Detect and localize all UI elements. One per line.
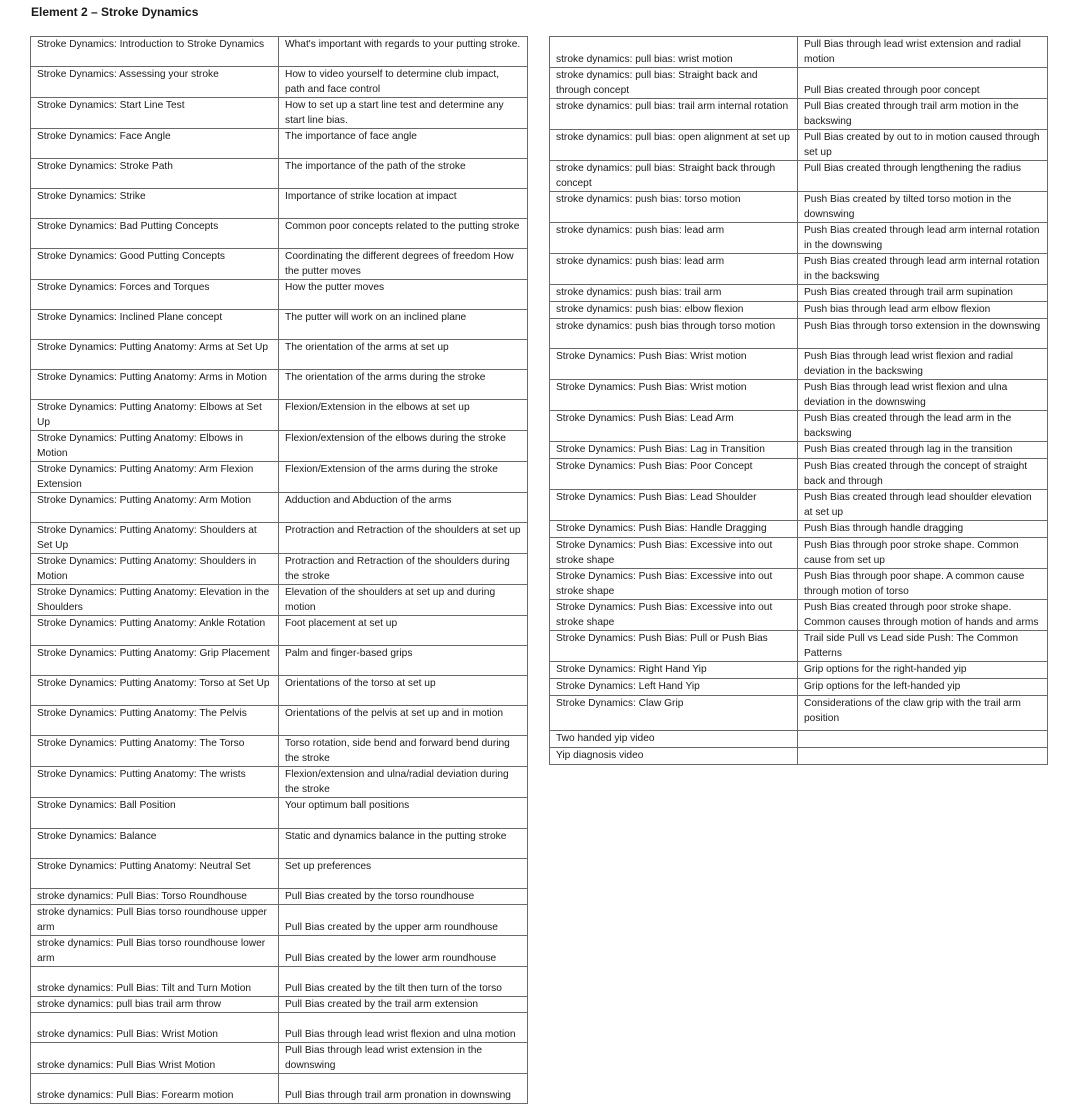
table-row [550,130,1048,161]
table-row [31,1074,528,1104]
table-row [550,411,1048,442]
description-cell: Push Bias created through trail arm supination [798,285,1048,302]
description-cell: Flexion/Extension of the arms during the stroke [279,462,528,493]
topic-cell: stroke dynamics: pull bias: Straight back and through concept [550,68,798,99]
table-row [31,129,528,159]
topic-cell: Stroke Dynamics: Putting Anatomy: Shoulders at Set Up [31,523,279,554]
topic-cell: Stroke Dynamics: Forces and Torques [31,280,279,310]
topic-cell: Stroke Dynamics: Face Angle [31,129,279,159]
description-cell: The orientation of the arms at set up [279,340,528,370]
description-cell: Push Bias created by tilted torso motion in the downswing [798,192,1048,223]
topic-cell: stroke dynamics: push bias: lead arm [550,254,798,285]
table-row [550,37,1048,68]
topic-cell: Stroke Dynamics: Putting Anatomy: Neutral Set [31,859,279,889]
table-row [31,249,528,280]
table-row [31,400,528,431]
topic-cell: Stroke Dynamics: Push Bias: Excessive into out stroke shape [550,538,798,569]
topic-cell: Stroke Dynamics: Putting Anatomy: The Pelvis [31,706,279,736]
topic-cell: Stroke Dynamics: Putting Anatomy: Elevation in the Shoulders [31,585,279,616]
description-cell: Push Bias created through lead shoulder elevation at set up [798,490,1048,521]
description-cell: Adduction and Abduction of the arms [279,493,528,523]
table-row [31,554,528,585]
topic-cell: Stroke Dynamics: Strike [31,189,279,219]
description-cell: Elevation of the shoulders at set up and during motion [279,585,528,616]
description-cell: Importance of strike location at impact [279,189,528,219]
table-row [31,340,528,370]
table-row [550,380,1048,411]
topic-cell: stroke dynamics: push bias: lead arm [550,223,798,254]
table-row [31,585,528,616]
topic-cell: Stroke Dynamics: Balance [31,829,279,859]
page-title: Element 2 – Stroke Dynamics [31,5,199,19]
topic-cell: Stroke Dynamics: Putting Anatomy: Elbows at Set Up [31,400,279,431]
table-row [31,736,528,767]
table-row [31,706,528,736]
description-cell: The importance of face angle [279,129,528,159]
topic-cell: Stroke Dynamics: Inclined Plane concept [31,310,279,340]
table-row [550,99,1048,130]
topic-cell: stroke dynamics: push bias through torso motion [550,319,798,349]
table-row [550,254,1048,285]
description-cell [798,748,1048,765]
table-row [550,538,1048,569]
topic-cell: Stroke Dynamics: Push Bias: Handle Dragging [550,521,798,538]
description-cell: Palm and finger-based grips [279,646,528,676]
topic-cell: Stroke Dynamics: Push Bias: Wrist motion [550,380,798,411]
description-cell: Push Bias created through lag in the transition [798,442,1048,459]
left-table-body [31,37,528,1104]
topic-cell: Two handed yip video [550,731,798,748]
description-cell: Your optimum ball positions [279,798,528,829]
topic-cell: Stroke Dynamics: Putting Anatomy: Shoulders in Motion [31,554,279,585]
table-row [550,600,1048,631]
description-cell: Protraction and Retraction of the shoulders at set up [279,523,528,554]
description-cell: Pull Bias created by the upper arm roundhouse [279,905,528,936]
description-cell: Coordinating the different degrees of freedom How the putter moves [279,249,528,280]
description-cell: Push Bias through poor shape. A common cause through motion of torso [798,569,1048,600]
table-row [550,631,1048,662]
table-row [550,731,1048,748]
description-cell: What's important with regards to your putting stroke. [279,37,528,67]
topic-cell: stroke dynamics: push bias: torso motion [550,192,798,223]
topic-cell: Stroke Dynamics: Stroke Path [31,159,279,189]
description-cell: Push Bias created through the concept of straight back and through [798,459,1048,490]
table-row [31,798,528,829]
topic-cell: Stroke Dynamics: Claw Grip [550,696,798,731]
description-cell: Pull Bias created through lengthening the radius [798,161,1048,192]
table-row [550,490,1048,521]
table-row [31,37,528,67]
description-cell: Push Bias created through lead arm internal rotation in the backswing [798,254,1048,285]
table-row [31,523,528,554]
description-cell: Push Bias through poor stroke shape. Common cause from set up [798,538,1048,569]
description-cell: Trail side Pull vs Lead side Push: The Common Patterns [798,631,1048,662]
description-cell: Push Bias through handle dragging [798,521,1048,538]
description-cell: Flexion/Extension in the elbows at set up [279,400,528,431]
topic-cell: stroke dynamics: Pull Bias: Tilt and Turn Motion [31,967,279,997]
topic-cell: stroke dynamics: pull bias: wrist motion [550,37,798,68]
description-cell: Push Bias created through the lead arm in the backswing [798,411,1048,442]
description-cell: Common poor concepts related to the putting stroke [279,219,528,249]
table-row [550,679,1048,696]
description-cell: Pull Bias through trail arm pronation in downswing [279,1074,528,1104]
table-row [550,192,1048,223]
description-cell: Pull Bias created through poor concept [798,68,1048,99]
table-row [31,219,528,249]
topic-cell: Stroke Dynamics: Left Hand Yip [550,679,798,696]
description-cell: Pull Bias created through trail arm motion in the backswing [798,99,1048,130]
topic-cell: stroke dynamics: push bias: elbow flexion [550,302,798,319]
description-cell: Grip options for the left-handed yip [798,679,1048,696]
topic-cell: Stroke Dynamics: Putting Anatomy: Ankle Rotation [31,616,279,646]
topic-cell: Stroke Dynamics: Push Bias: Poor Concept [550,459,798,490]
table-row [31,310,528,340]
topic-cell: Stroke Dynamics: Introduction to Stroke Dynamics [31,37,279,67]
description-cell: The importance of the path of the stroke [279,159,528,189]
topic-cell: Stroke Dynamics: Bad Putting Concepts [31,219,279,249]
right-topic-table [549,36,1048,765]
topic-cell: Stroke Dynamics: Push Bias: Lead Shoulder [550,490,798,521]
description-cell: Push Bias through lead wrist flexion and radial deviation in the backswing [798,349,1048,380]
topic-cell: Stroke Dynamics: Assessing your stroke [31,67,279,98]
description-cell: The orientation of the arms during the stroke [279,370,528,400]
topic-cell: stroke dynamics: pull bias: trail arm internal rotation [550,99,798,130]
table-row [550,161,1048,192]
description-cell: The putter will work on an inclined plane [279,310,528,340]
topic-cell: Stroke Dynamics: Push Bias: Wrist motion [550,349,798,380]
topic-cell: Stroke Dynamics: Putting Anatomy: Arms at Set Up [31,340,279,370]
description-cell: Push Bias through torso extension in the downswing [798,319,1048,349]
description-cell: Orientations of the pelvis at set up and in motion [279,706,528,736]
table-row [550,459,1048,490]
description-cell: Push Bias through lead wrist flexion and ulna deviation in the downswing [798,380,1048,411]
left-topic-table [30,36,528,1104]
table-row [31,159,528,189]
topic-cell: stroke dynamics: Pull Bias torso roundhouse lower arm [31,936,279,967]
table-row [550,285,1048,302]
description-cell: How the putter moves [279,280,528,310]
description-cell: Considerations of the claw grip with the trail arm position [798,696,1048,731]
table-row [31,616,528,646]
description-cell: Pull Bias created by out to in motion caused through set up [798,130,1048,161]
topic-cell: stroke dynamics: push bias: trail arm [550,285,798,302]
table-row [550,349,1048,380]
table-row [31,67,528,98]
topic-cell: stroke dynamics: Pull Bias torso roundhouse upper arm [31,905,279,936]
table-row [31,997,528,1013]
table-row [550,662,1048,679]
table-row [550,68,1048,99]
topic-cell: Stroke Dynamics: Putting Anatomy: Torso at Set Up [31,676,279,706]
topic-cell: Stroke Dynamics: Start Line Test [31,98,279,129]
description-cell: Pull Bias through lead wrist extension and radial motion [798,37,1048,68]
description-cell: Torso rotation, side bend and forward bend during the stroke [279,736,528,767]
topic-cell: Stroke Dynamics: Ball Position [31,798,279,829]
topic-cell: stroke dynamics: Pull Bias Wrist Motion [31,1043,279,1074]
description-cell: Foot placement at set up [279,616,528,646]
table-row [550,696,1048,731]
right-table-body [550,37,1048,765]
topic-cell: stroke dynamics: Pull Bias: Forearm motion [31,1074,279,1104]
description-cell: Pull Bias through lead wrist flexion and ulna motion [279,1013,528,1043]
table-row [31,370,528,400]
description-cell: How to video yourself to determine club impact, path and face control [279,67,528,98]
description-cell: Protraction and Retraction of the shoulders during the stroke [279,554,528,585]
description-cell: Set up preferences [279,859,528,889]
description-cell: Pull Bias created by the trail arm extension [279,997,528,1013]
topic-cell: Stroke Dynamics: Push Bias: Lead Arm [550,411,798,442]
table-row [31,189,528,219]
topic-cell: Stroke Dynamics: Putting Anatomy: The wrists [31,767,279,798]
description-cell: Static and dynamics balance in the putting stroke [279,829,528,859]
table-row [31,493,528,523]
table-row [31,859,528,889]
description-cell: Push bias through lead arm elbow flexion [798,302,1048,319]
topic-cell: Yip diagnosis video [550,748,798,765]
table-row [550,442,1048,459]
table-row [31,676,528,706]
table-row [31,829,528,859]
description-cell: Push Bias created through lead arm internal rotation in the downswing [798,223,1048,254]
topic-cell: Stroke Dynamics: Push Bias: Excessive into out stroke shape [550,569,798,600]
description-cell: Flexion/extension of the elbows during the stroke [279,431,528,462]
topic-cell: Stroke Dynamics: Putting Anatomy: Arm Motion [31,493,279,523]
table-row [31,905,528,936]
description-cell: Grip options for the right-handed yip [798,662,1048,679]
description-cell: Flexion/extension and ulna/radial deviation during the stroke [279,767,528,798]
table-row [550,521,1048,538]
topic-cell: Stroke Dynamics: Putting Anatomy: Arms in Motion [31,370,279,400]
description-cell: How to set up a start line test and determine any start line bias. [279,98,528,129]
topic-cell: Stroke Dynamics: Push Bias: Pull or Push Bias [550,631,798,662]
table-row [31,967,528,997]
topic-cell: Stroke Dynamics: Putting Anatomy: Grip Placement [31,646,279,676]
table-row [31,98,528,129]
topic-cell: Stroke Dynamics: Good Putting Concepts [31,249,279,280]
table-row [550,748,1048,765]
topic-cell: Stroke Dynamics: Putting Anatomy: Arm Flexion Extension [31,462,279,493]
topic-cell: Stroke Dynamics: Putting Anatomy: The Torso [31,736,279,767]
topic-cell: Stroke Dynamics: Push Bias: Excessive into out stroke shape [550,600,798,631]
table-row [550,569,1048,600]
table-row [31,646,528,676]
table-row [550,319,1048,349]
description-cell: Pull Bias created by the tilt then turn of the torso [279,967,528,997]
table-row [31,280,528,310]
topic-cell: Stroke Dynamics: Push Bias: Lag in Transition [550,442,798,459]
topic-cell: Stroke Dynamics: Right Hand Yip [550,662,798,679]
topic-cell: stroke dynamics: Pull Bias: Wrist Motion [31,1013,279,1043]
description-cell: Pull Bias through lead wrist extension in the downswing [279,1043,528,1074]
topic-cell: stroke dynamics: Pull Bias: Torso Roundhouse [31,889,279,905]
topic-cell: stroke dynamics: pull bias: open alignment at set up [550,130,798,161]
table-row [31,936,528,967]
table-row [31,767,528,798]
table-row [31,1043,528,1074]
table-row [31,889,528,905]
table-row [550,302,1048,319]
topic-cell: Stroke Dynamics: Putting Anatomy: Elbows in Motion [31,431,279,462]
description-cell: Orientations of the torso at set up [279,676,528,706]
description-cell: Pull Bias created by the lower arm roundhouse [279,936,528,967]
table-row [31,431,528,462]
topic-cell: stroke dynamics: pull bias trail arm throw [31,997,279,1013]
table-row [31,462,528,493]
description-cell [798,731,1048,748]
topic-cell: stroke dynamics: pull bias: Straight back through concept [550,161,798,192]
description-cell: Pull Bias created by the torso roundhouse [279,889,528,905]
table-row [31,1013,528,1043]
description-cell: Push Bias created through poor stroke shape. Common causes through motion of hands and arms [798,600,1048,631]
table-row [550,223,1048,254]
